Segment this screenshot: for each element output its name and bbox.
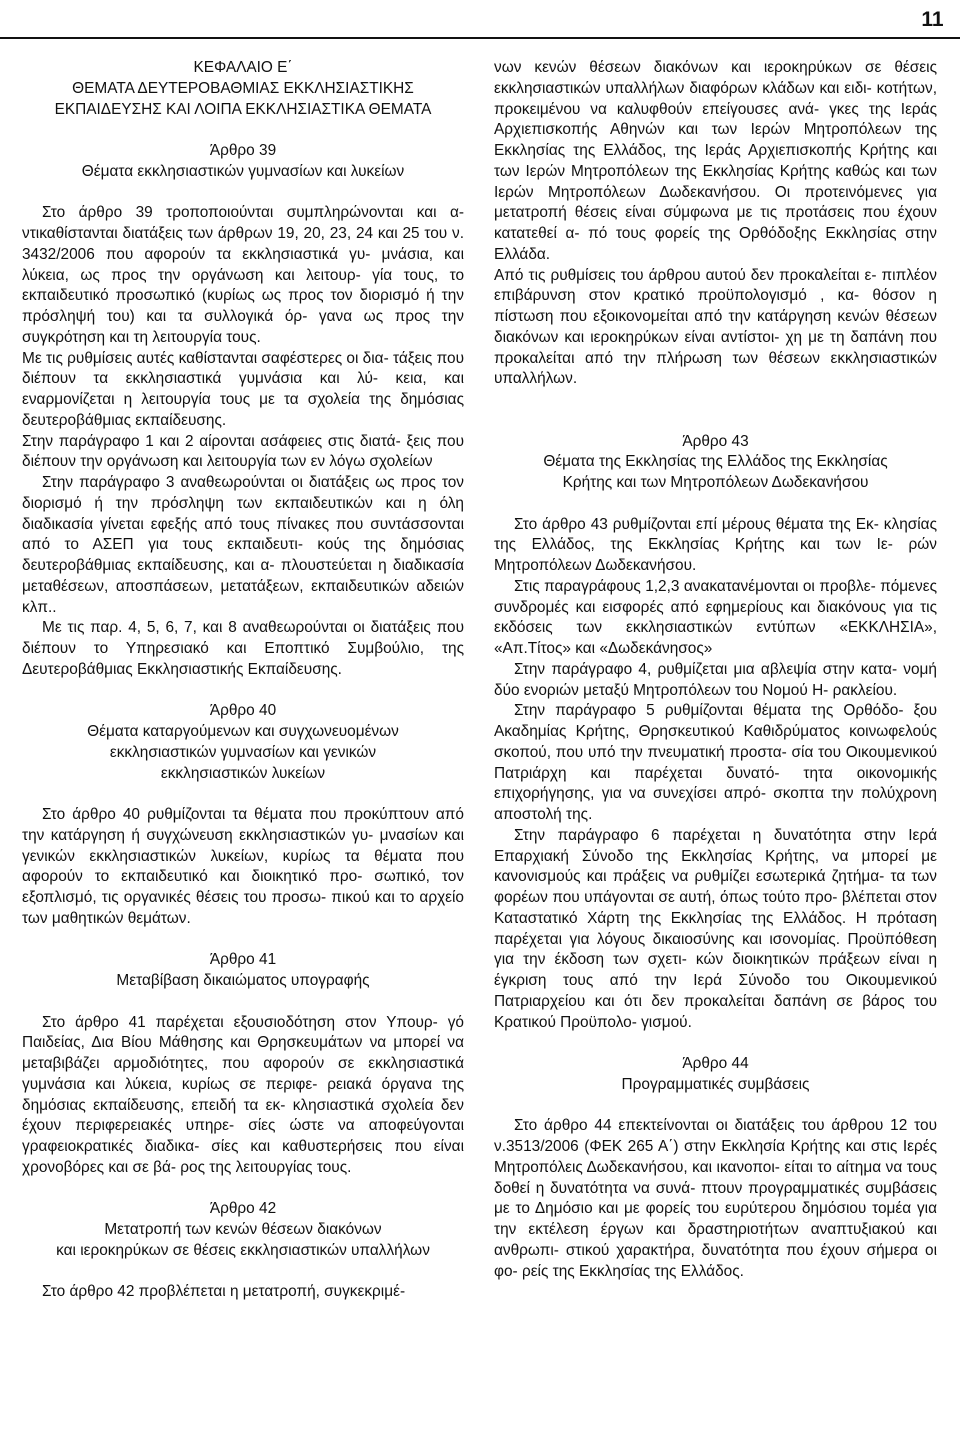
article-41-heading: Άρθρο 41: [209, 951, 277, 969]
article-43-paragraph: Στην παράγραφο 4, ρυθμίζεται μια αβλεψία στην κατα- νομή δύο ενοριών μεταξύ Μητροπόλεων του Νομού Η- ρακλείου.: [494, 660, 937, 699]
article-42-subtitle-line: και ιεροκηρύκων σε θέσεις εκκλησιαστικών υπαλλήλων: [56, 1241, 430, 1259]
article-39-subtitle: Θέματα εκκλησιαστικών γυμνασίων και λυκείων: [81, 162, 405, 180]
article-39-paragraph: Στην παράγραφο 1 και 2 αίρονται ασάφειες στις διατά- ξεις που διέπουν την οργάνωση και λειτουργία των εν λόγω σχολείων: [22, 432, 464, 471]
article-43-paragraph: Στην παράγραφο 5 ρυθμίζονται θέματα της Ορθόδο- ξου Ακαδημίας Κρήτης, Θρησκευτικού Καθιδρύματος κοινωφελούς σκοπού, που υπό την πνευματική προστα- σία του Οικουμενικού Πατριάρχη και παρέχεται δυνατό- τητα οικονομικής επιχορήγησης, για να συνεχίσει απρό- σκοπτα την πολύχρονη αποστολή της.: [494, 702, 937, 823]
article-43-paragraph: Στο άρθρο 43 ρυθμίζονται επί μέρους θέματα της Εκ- κλησίας της Ελλάδος, της Εκκλησίας Κρήτης και των Ιε- ρών Μητροπόλεων Δωδεκανήσου.: [494, 515, 937, 574]
article-44-heading: Άρθρο 44: [682, 1055, 749, 1072]
article-42-paragraph: Στο άρθρο 42 προβλέπεται η μετατροπή, συγκεκριμέ-: [42, 1283, 406, 1301]
article-43-paragraph: Στις παραγράφους 1,2,3 ανακατανέμονται οι προβλε- πόμενες συνδρομές και εισφορές από εφημερίους και διακόνους για τις εκδόσεις των εκκλησιαστικών εντύπων «ΕΚΚΛΗΣΙΑ», «Απ.Τίτος» και «Δωδεκάνησος»: [494, 577, 937, 657]
chapter-title-line: ΘΕΜΑΤΑ ΔΕΥΤΕΡΟΒΑΘΜΙΑΣ ΕΚΚΛΗΣΙΑΣΤΙΚΗΣ: [72, 79, 414, 97]
article-41-paragraph: Στο άρθρο 41 παρέχεται εξουσιοδότηση στον Υπουρ- γό Παιδείας, Δια Βίου Μάθησης και Θρησκευμάτων να μπορεί να μεταβιβάζει αρμοδιότητες, που αφορούν σε εκκλησιαστικά γυμνάσια και λύκεια, κυρίως σε περιφε- ρειακά όργανα της δημόσιας εκπαίδευσης, επειδή τα εκ- κλησιαστικά σχολεία δεν έχουν περιφερειακές υπηρε- σίες ώστε να αποφεύγονται γραφειοκρατικές διαδικα- σίες και καθυστερήσεις που είναι χρονοβόρες και σε βά- ρος της λειτουργίας τους.: [22, 1013, 464, 1176]
chapter-title-line: ΕΚΠΑΙΔΕΥΣΗΣ ΚΑΙ ΛΟΙΠΑ ΕΚΚΛΗΣΙΑΣΤΙΚΑ ΘΕΜΑΤΑ: [54, 100, 432, 118]
article-44-paragraph: Στο άρθρο 44 επεκτείνονται οι διατάξεις του άρθρου 12 του ν.3513/2006 (ΦΕΚ 265 Α΄) στην Εκκλησία Κρήτης και στις Ιερές Μητροπόλεις Δωδεκανήσου, και ικανοποι- είται το αίτημα να τους δοθεί η δυνατότητα να συνά- πτουν προγραμματικές συμβάσεις με το Δημόσιο και με φορείς του ευρύτερου δημόσιου τομέα για την εκτέλεση έργων και δραστηριοτήτων αναπτυξιακού και ανθρωπι- στικού χαρακτήρα, δυνατότητα που έχουν σήμερα οι φο- ρείς της Εκκλησίας της Ελλάδος.: [494, 1117, 937, 1280]
article-40-subtitle-line: εκκλησιαστικών λυκείων: [160, 764, 326, 782]
article-39-heading: Άρθρο 39: [209, 142, 277, 159]
article-43-subtitle-line: Κρήτης και των Μητροπόλεων Δωδεκανήσου: [562, 474, 869, 491]
article-40-heading: Άρθρο 40: [209, 702, 277, 720]
article-43-subtitle-line: Θέματα της Εκκλησίας της Ελλάδος της Εκκλησίας: [543, 453, 888, 471]
article-44-subtitle: Προγραμματικές συμβάσεις: [621, 1075, 810, 1093]
article-43-heading: Άρθρο 43: [682, 432, 749, 450]
article-42-heading: Άρθρο 42: [209, 1200, 277, 1218]
article-42-subtitle-line: Μετατροπή των κενών θέσεων διακόνων: [104, 1221, 382, 1238]
article-43-paragraph: Στην παράγραφο 6 παρέχεται η δυνατότητα στην Ιερά Επαρχιακή Σύνοδο της Εκκλησίας Κρήτης, να μπορεί με κανονισμούς και πράξεις να ρυθμίζει εσωτερικά ζητήμα- τα των φορέων που υπάγονται σε αυτή, όπως τούτο προ- βλέπεται στον Καταστατικό Χάρτη της Εκκλησίας της Ελλάδος. Η πρόταση παρέχεται για λόγους δικαιοσύνης και ισονομίας. Προϋπόθεση για την έκδοση των σχετι- κών διοικητικών πράξεων είναι η έγκριση τους από την Ιερά Σύνοδο του Οικουμενικού Πατριαρχείου και ότι δεν προκαλείται δαπάνη σε βάρος του Κρατικού Προϋπολο- γισμού.: [494, 826, 937, 1031]
article-40-paragraph: Στο άρθρο 40 ρυθμίζονται τα θέματα που προκύπτουν από την κατάργηση ή συγχώνευση εκκλησιαστικών γυ- μνασίων και γενικών εκκλησιαστικών λυκείων, κυρίως τα θέματα που αφορούν το εκπαιδευτικό και διοικητικό προ- σωπικό, τον εξοπλισμό, τις οργανικές θέσεις του προσω- πικού και το αρχείο των μαθητικών θεμάτων.: [22, 806, 464, 927]
page-number: 11: [921, 8, 944, 31]
chapter-title: [22, 58, 464, 120]
article-40-subtitle-line: Θέματα καταργούμενων και συγχωνευομένων: [87, 723, 399, 740]
article-42-paragraph: νων κενών θέσεων διακόνων και ιεροκηρύκων σε θέσεις εκκλησιαστικών υπαλλήλων διαφόρων κλάδων και ειδι- κοτήτων, προκειμένου να καλυφθούν επείγουσες ανά- γκες της Ιεράς Αρχιεπισκοπής Αθηνών και των Ιερών Μητροπόλεων της Εκκλησίας της Ελλάδος, της Ιεράς Αρχιεπισκοπής Κρήτης και των Ιερών Μητροπόλεων της Εκκλησίας Κρήτης καθώς και των Ιερών Μητροπόλεων Δωδεκανήσου. Οι προτεινόμενες για μετατροπή θέσεις είναι σύμφωνα με τις προτάσεις που έχουν κατατεθεί α- πό τους φορείς της Ορθόδοξης Εκκλησίας στην Ελλάδα.: [494, 59, 937, 263]
header-rule: [0, 37, 960, 39]
article-40-subtitle-line: εκκλησιαστικών γυμνασίων και γενικών: [109, 743, 377, 761]
article-41-subtitle: Μεταβίβαση δικαιώματος υπογραφής: [116, 972, 370, 989]
article-39-paragraph: Με τις παρ. 4, 5, 6, 7, και 8 αναθεωρούνται οι διατάξεις που διέπουν το Υπηρεσιακό και Εποπτικό Συμβούλιο, της Δευτεροβάθμιας Εκκλησιαστικής Εκπαίδευσης.: [22, 619, 464, 678]
article-39-paragraph: Στο άρθρο 39 τροποποιούνται συμπληρώνονται και α- ντικαθίστανται διατάξεις των άρθρων 19, 20, 23, 24 και 25 του ν. 3432/2006 που αφορούν τα εκκλησιαστικά γυ- μνάσια, και λύκεια, ως προς την οργάνωση και λειτουρ- γία τους, το εκπαιδευτικό προσωπικό (κυρίως ως προς τον διορισμό ή την πρόσληψή του) και τα συλλογικά όρ- γανα ως προς την συγκρότηση και τη λειτουργία τους.: [22, 204, 464, 346]
article-39-paragraph: Στην παράγραφο 3 αναθεωρούνται οι διατάξεις ως προς τον διορισμό ή την πρόσληψη των εκπαιδευτικών και η όλη διαδικασία γίνεται εφεξής από τους πίνακες που συντάσσονται από το ΑΣΕΠ για τους εκπαιδευτι- κούς της δημόσιας δευτεροβάθμιας εκπαίδευσης, και α- πλουστεύεται η διαδικασία μεταθέσεων, αποσπάσεων, μετατάξεων, εκπαιδευτικών αδειών κλπ..: [22, 474, 464, 616]
article-39-paragraph: Με τις ρυθμίσεις αυτές καθίστανται σαφέστερες οι δια- τάξεις που διέπουν τα εκκλησιαστικά γυμνάσια και λύ- κεια, και εναρμονίζεται η λειτουργία τους με τα σχολεία της δημόσιας δευτεροβάθμιας εκπαίδευσης.: [22, 349, 464, 429]
right-column: [494, 58, 937, 1282]
chapter-title-line: ΚΕΦΑΛΑΙΟ Ε΄: [193, 59, 293, 76]
left-column: [22, 58, 464, 1303]
article-42-paragraph: Από τις ρυθμίσεις του άρθρου αυτού δεν προκαλείται ε- πιπλέον επιβάρυνση στον κρατικό προϋπολογισμό , κα- θόσον η πίστωση που εξοικονομείται από την κατάργηση κενών θέσεων διακόνων και ιεροκηρύκων είναι αντίστοι- χη με τη δαπάνη που προκαλείται από την πλήρωση των θέσεων εκκλησιαστικών υπαλλήλων.: [494, 266, 937, 388]
